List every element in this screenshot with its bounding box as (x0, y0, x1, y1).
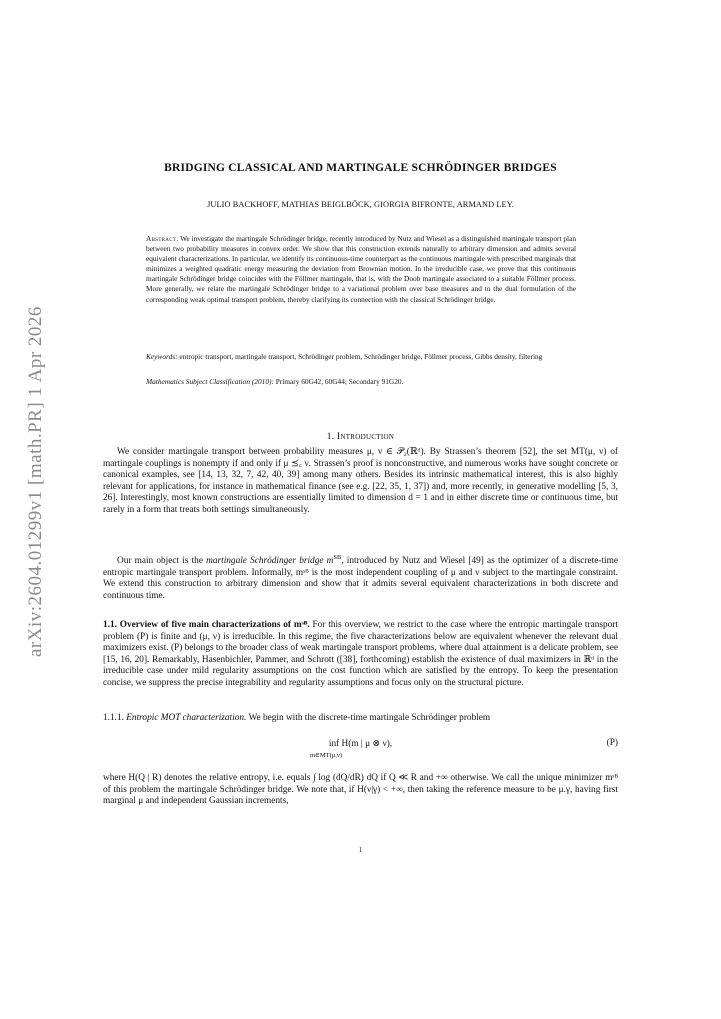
keywords (146, 352, 576, 362)
abstract (146, 234, 576, 305)
paragraph-overview (103, 620, 618, 690)
keywords-label: Keywords: (146, 352, 178, 361)
subsection-heading: 1.1. Overview of five main characterizations of mˢᴮ. (103, 620, 310, 630)
p2-start: Our main object is the (117, 556, 207, 567)
arxiv-identifier: arXiv:2604.01299v1 [math.PR] 1 Apr 2026 (25, 306, 46, 658)
paragraph-main-object (103, 552, 618, 602)
page-number: 1 (358, 846, 363, 854)
paper-title: BRIDGING CLASSICAL AND MARTINGALE SCHRÖDINGER BRIDGES (164, 162, 557, 174)
abstract-label: Abstract. (146, 234, 179, 243)
equation-tag: (P) (606, 738, 618, 748)
p2-end: , introduced by Nutz and Wiesel [49] as the optimizer of a discrete-time entropic martingale transport problem. Informally, mˢᴮ is the most independent coupling of μ and ν subject to the martingale constraint. We extend this construction to arbitrary dimension and show that it admits several equivalent characterizations in both discrete and continuous time. (103, 556, 618, 601)
equation-subscript: m∈MT(μ,ν) (310, 752, 342, 759)
paragraph-intro: We consider martingale transport between probability measures μ, ν ∈ 𝒫₂(ℝᵈ). By Strassen’s theorem [52], the set MT(μ, ν) of martingale couplings is nonempty if and only if μ ⪯꜀ ν. Strassen’s proof is nonconstructive, and numerous works have sought concrete or canonical examples, see [14, 13, 32, 7, 42, 40, 39] among many others. Besides its intrinsic mathematical interest, this is also highly relevant for applications, for instance in mathematical finance (see e.g. [22, 35, 1, 37]) and, more recently, in generative modelling [5, 3, 26]. Interestingly, most known constructions are essentially limited to dimension d = 1 and in either discrete time or continuous time, but rarely in a form that treats both settings simultaneously. (103, 447, 618, 515)
p3-text: For this overview, we restrict to the case where the entropic martingale transport problem (P) is finite and (μ, ν) is irreducible. In this regime, the five characterizations below are equivalent whenever the relevant dual maximizers exist. (P) belongs to the broader class of weak martingale transport problems, where dual attainment is a delicate problem, see [15, 16, 20]. Remarkably, Hasenbichler, Pammer, and Schrott ([38], forthcoming) establish the existence of dual maximizers in ℝᵈ in the irreducible case under mild regularity assumptions on the cost function which are satisfied by the entropy. To keep the presentation concise, we suppress the precise integrability and regularity assumptions and focus only on the structural picture. (103, 620, 618, 688)
p2-superscript: SB (333, 554, 342, 561)
msc-label: Mathematics Subject Classification (2010): (146, 377, 274, 386)
subsubsection-number: 1.1.1. (103, 713, 127, 723)
paragraph-entropic-mot (103, 713, 618, 725)
display-equation (103, 736, 618, 760)
section-heading: 1. Introduction (326, 432, 395, 442)
p4-text: We begin with the discrete-time martingale Schrödinger problem (246, 713, 491, 723)
msc-text: Primary 60G42, 60G44; Secondary 91G20. (273, 377, 404, 386)
abstract-text: We investigate the martingale Schrödinger bridge, recently introduced by Nutz and Wiesel as a distinguished martingale transport plan between two probability measures in convex order. We show that this construction extends naturally to arbitrary dimension and admits several equivalent characterizations. In particular, we identify its continuous-time counterpart as the continuous martingale with prescribed marginals that minimizes a weighted quadratic energy measuring the deviation from Brownian motion. In the irreducible case, we prove that this continuous martingale Schrödinger bridge coincides with the Föllmer martingale, that is, with the Doob martingale associated to a suitable Föllmer process. More generally, we relate the martingale Schrödinger bridge to a variational problem over base measures and to the dual formulation of the corresponding weak optimal transport problem, thereby clarifying its connection with the classical Schrödinger bridge. (146, 234, 576, 304)
subsubsection-title: Entropic MOT characterization. (126, 713, 247, 723)
msc-classification (146, 377, 576, 387)
paper-authors: JULIO BACKHOFF, MATHIAS BEIGLBÖCK, GIORGIA BIFRONTE, ARMAND LEY. (207, 200, 514, 209)
p2-emphasis: martingale Schrödinger bridge m (206, 556, 334, 567)
paragraph-relative-entropy: where H(Q | R) denotes the relative entropy, i.e. equals ∫ log (dQ/dR) dQ if Q ≪ R and +∞ otherwise. We call the unique minimizer mˢᴮ of this problem the martingale Schrödinger bridge. We note that, if H(ν|γ) < +∞, then taking the reference measure to be μ.γ, having first marginal μ and independent Gaussian increments, (103, 773, 618, 807)
keywords-text: entropic transport, martingale transport, Schrödinger problem, Schrödinger bridge, Föllmer process, Gibbs density, filtering (177, 352, 543, 361)
equation-formula: inf H(m | μ ⊗ ν), (328, 739, 393, 749)
